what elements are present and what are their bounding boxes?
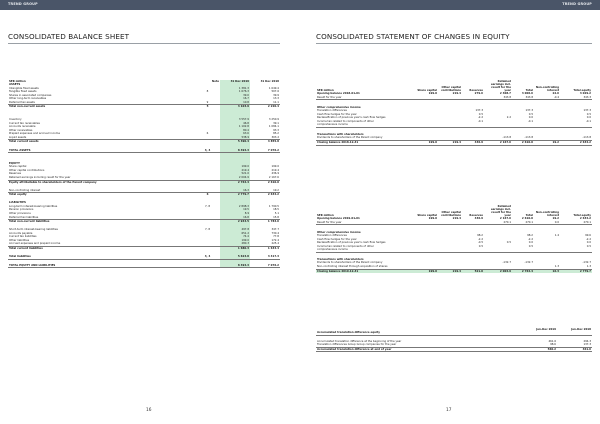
note-cell: 5 <box>206 105 209 109</box>
value-2018: 7 076.2 <box>250 149 280 153</box>
value-cell: 22.6 <box>552 92 559 96</box>
value-cell: 219.4 <box>452 217 461 221</box>
note-cell <box>195 264 220 268</box>
value-cell: 199.0 <box>428 217 437 221</box>
value-2018: 2 167.6 <box>250 176 280 180</box>
value-2018: 730.4 <box>271 231 279 235</box>
value-2018: 85.2 <box>273 132 279 136</box>
row-label: Other capital contributions <box>9 168 45 172</box>
row-label: Transactions with shareholders <box>317 132 364 136</box>
value-cell: 19.2 <box>534 141 560 146</box>
value-cell: 343.8 <box>484 96 512 100</box>
value-2019: 5 390.4 <box>220 140 250 144</box>
balance-sheet-table <box>8 80 280 268</box>
value-cell: 436.9 <box>462 141 484 146</box>
value-2019: 1 680.3 <box>220 246 250 250</box>
row-label: Short-term interest-bearing liabilities <box>9 228 58 232</box>
row-label: Inventory <box>9 118 22 122</box>
value-2018: 347.7 <box>271 228 279 232</box>
value-2018: 172.4 <box>271 238 279 242</box>
value-2019: 16.7 <box>220 97 250 101</box>
value-2019: 538.9 <box>220 136 250 140</box>
value-cell: 1.4 <box>554 234 559 238</box>
value-2019: 497.8 <box>220 228 250 232</box>
row-label: comprehensive income <box>316 248 410 252</box>
row-label: ASSETS <box>9 83 21 87</box>
row-label: Opening balance 2019-01-01 <box>317 217 360 221</box>
row-label: Translation differences <box>317 109 347 113</box>
column-header: Jan–Dec 2018 <box>571 328 591 331</box>
table-row <box>316 347 592 352</box>
row-label: Accumulated translation difference equity <box>316 331 522 335</box>
value-2019: 10.8 <box>220 101 250 105</box>
value-cell: 2 610.0 <box>512 141 534 146</box>
column-header: Reserves <box>469 214 483 218</box>
value-cell: 219.4 <box>438 269 462 273</box>
row-label: Translation differences Group Group companies for the year <box>316 343 522 347</box>
value-cell: -132.7 <box>502 261 511 265</box>
value-cell: 1.3 <box>560 265 592 269</box>
value-cell: 560.2 <box>522 347 557 352</box>
header-label: SEK million <box>317 89 334 93</box>
row-label: Non-controlling interest <box>8 189 195 193</box>
row-label: Share capital <box>9 165 27 169</box>
value-cell: 436.9 <box>474 217 483 221</box>
value-2018: 3 417.3 <box>250 255 280 259</box>
note-cell: 3, 4 <box>195 149 220 153</box>
row-label: Retained earnings including result for the year <box>8 176 195 180</box>
column-header: Total equity <box>573 214 591 218</box>
value-cell: 0.0 <box>534 221 560 225</box>
row-label: Pension provisions <box>9 208 34 212</box>
value-2018: 7 076.2 <box>250 264 280 268</box>
row-label: Translation differences <box>317 234 347 238</box>
row-label: Cash flow hedges for the year <box>317 112 357 116</box>
value-2019: 521.0 <box>220 172 250 176</box>
row-label: Current tax liabilities <box>9 235 37 239</box>
row-label: Opening balance 2018-01-01 <box>317 92 360 96</box>
row-label: Other comprehensive income <box>317 105 361 109</box>
row-label: Income tax related to components of other <box>317 119 374 123</box>
value-cell: -2.2 <box>477 237 483 241</box>
row-label: TOTAL EQUITY AND LIABILITIES <box>8 264 195 268</box>
row-label: Long-term interest-bearing liabilities <box>9 204 58 208</box>
top-banner <box>0 0 300 10</box>
note-cell: 6 <box>206 193 209 197</box>
header-label: SEK million <box>317 214 334 218</box>
value-2018: 39.9 <box>273 93 279 97</box>
value-2019: 46.8 <box>220 122 250 126</box>
column-header: Share capital <box>417 214 437 218</box>
value-2018: 1 084.1 <box>268 125 279 129</box>
value-cell: 461.6 <box>548 339 556 343</box>
value-cell: 98.6 <box>522 343 557 347</box>
value-cell: 0.0 <box>528 241 533 245</box>
value-cell: 270.1 <box>560 221 592 225</box>
value-cell: 3 006.6 <box>521 92 533 96</box>
value-cell: 137.3 <box>557 343 592 347</box>
column-header: Non-controlling interest <box>535 211 559 218</box>
value-2019: 2 779.7 <box>220 193 250 197</box>
row-label: Total non-current assets <box>9 105 46 109</box>
value-cell: 279.6 <box>474 92 483 96</box>
value-cell: 0.5 <box>506 241 511 245</box>
value-2019: 2 898.3 <box>220 205 250 209</box>
value-cell: 199.0 <box>410 141 438 146</box>
row-label: Accounts receivable <box>9 125 36 129</box>
value-cell: 0.0 <box>528 116 533 120</box>
balance-sheet-title: CONSOLIDATED BALANCE SHEET <box>8 32 130 41</box>
value-cell: 199.0 <box>410 269 438 273</box>
value-2019: 1 381.3 <box>220 87 250 91</box>
row-label: SEK million <box>9 80 26 83</box>
value-cell: 0.0 <box>586 241 591 245</box>
value-2018: 2 610.0 <box>267 180 279 184</box>
value-cell: -113.8 <box>512 136 534 140</box>
row-label: Total current liabilities <box>9 246 43 250</box>
row-label: Liquid assets <box>8 136 195 140</box>
value-cell: 16.3 <box>534 269 560 273</box>
value-cell: 2 167.6 <box>484 141 512 146</box>
row-label: Income tax related to components of other <box>317 244 374 248</box>
row-label: Transactions with shareholders <box>317 257 364 261</box>
column-header: Share capital <box>417 89 437 93</box>
value-2019: 63.6 <box>220 132 250 136</box>
column-header: Retained earnings incl. result for the year <box>490 80 511 93</box>
value-2019: 74.4 <box>220 235 250 239</box>
value-2019: 8 494.3 <box>220 264 250 268</box>
value-2019: 651.2 <box>220 232 250 236</box>
value-cell: -0.1 <box>477 119 483 123</box>
note-cell: 6 <box>206 132 209 136</box>
value-2018: 18.5 <box>273 208 279 212</box>
value-cell: 521.0 <box>462 269 484 273</box>
row-label: Total non-current liabilities <box>9 220 50 224</box>
value-2019: 19.5 <box>220 208 250 212</box>
value-cell: 2 167.6 <box>499 217 511 221</box>
value-cell: 199.0 <box>428 92 437 96</box>
value-cell: 137.3 <box>525 109 533 113</box>
value-2018: 93.3 <box>273 128 279 132</box>
note-cell: 3, 4 <box>195 255 220 259</box>
changes-in-equity-title: CONSOLIDATED STATEMENT OF CHANGES IN EQUITY <box>316 32 510 41</box>
row-label: comprehensive income <box>316 123 410 127</box>
value-cell: 137.3 <box>475 109 483 113</box>
value-2018: 13.3 <box>273 97 279 101</box>
column-header: Other capital contributions <box>441 211 461 218</box>
banner-label: TREND GROUP <box>562 2 592 6</box>
value-cell: -0.4 <box>534 96 560 100</box>
note-cell: Note <box>211 80 219 83</box>
value-2018: 303.2 <box>250 136 280 140</box>
value-2018: 5.1 <box>274 211 279 215</box>
value-cell: -113.8 <box>560 136 592 140</box>
row-label: Prepaid expenses and accrued income <box>9 132 60 136</box>
equity-table-2018 <box>316 80 592 146</box>
table-row <box>316 269 592 273</box>
row-label: Non-controlling interest through acquisition of shares <box>316 265 410 269</box>
value-2018: 2 220.4 <box>267 105 279 109</box>
row-label: Other provisions <box>9 211 31 215</box>
value-2018: 219.4 <box>271 168 279 172</box>
value-2018: 31 Dec 2018 <box>260 80 279 83</box>
row-label: Other liabilities <box>9 238 30 242</box>
value-cell: 2 764.4 <box>512 269 534 273</box>
top-banner <box>300 0 600 10</box>
row-label: Reclassification of previous year's cash flow hedges <box>317 241 386 245</box>
value-cell: 343.3 <box>560 96 592 100</box>
value-2019: 199.0 <box>220 165 250 169</box>
value-cell: 270.1 <box>484 221 512 225</box>
row-label: Intangible fixed assets <box>9 86 39 90</box>
row-label: Reclassification of previous year's cash flow hedges <box>317 116 386 120</box>
value-2018: 39.1 <box>273 121 279 125</box>
row-label: Result for the year <box>316 221 410 225</box>
table-header-row <box>316 205 592 217</box>
table-header-row <box>316 80 592 92</box>
value-2019: 1 102.8 <box>220 125 250 129</box>
value-cell: 343.8 <box>512 96 534 100</box>
value-2018: 1 649.4 <box>268 86 279 90</box>
note-cell: 9 <box>195 101 220 105</box>
title-rule <box>8 43 280 44</box>
row-label: Deferred tax assets <box>8 101 195 105</box>
row-label: Accumulated translation difference at end of year <box>316 347 522 352</box>
value-cell: 461.6 <box>557 347 592 352</box>
value-cell: 2.2 <box>506 116 511 120</box>
value-2018: 225.4 <box>250 242 280 246</box>
row-label: Other long-term receivables <box>9 97 47 101</box>
row-label: Current tax receivables <box>9 121 40 125</box>
value-2019: 280.3 <box>220 242 250 246</box>
table-row <box>8 264 280 268</box>
value-2019: 2 004.9 <box>220 176 250 180</box>
value-cell: -132.7 <box>582 261 591 265</box>
column-header: Jan–Dec 2019 <box>536 328 556 331</box>
column-header: Total <box>525 89 533 93</box>
value-cell: 0.5 <box>528 112 533 116</box>
row-label: Accumulated translation difference at the beginning of the year <box>317 339 402 343</box>
value-cell: 2 634.2 <box>579 217 591 221</box>
value-2018: 2 634.2 <box>267 193 279 197</box>
value-2019: 3 557.9 <box>220 118 250 122</box>
column-header: Total <box>525 214 533 218</box>
row-label: Deferred tax liabilities <box>8 216 195 220</box>
right-page <box>300 0 600 424</box>
value-cell: -132.7 <box>524 261 533 265</box>
value-cell: 0.5 <box>586 244 591 248</box>
note-cell: 7, 8 <box>204 228 211 232</box>
row-label: Dividends to shareholders of the Parent company <box>317 261 383 265</box>
row-label: Other comprehensive income <box>317 230 361 234</box>
value-cell: 2 610.0 <box>521 217 533 221</box>
value-2019: 8 494.3 <box>220 149 250 153</box>
value-cell: 0.5 <box>478 244 483 248</box>
page-number: 16 <box>146 408 152 413</box>
row-label: Equity attributable to shareholders of the Parent company <box>9 180 97 184</box>
value-2019: 16.8 <box>220 216 250 220</box>
column-header: Other capital contributions <box>441 86 461 93</box>
value-2018: 19.2 <box>250 189 280 193</box>
row-label: Reserves <box>9 172 21 176</box>
column-header: Non-controlling interest <box>535 86 559 93</box>
value-cell: 98.2 <box>477 234 483 238</box>
row-label: LIABILITIES <box>9 201 26 205</box>
value-2018: 507.6 <box>271 90 279 94</box>
row-label: TOTAL ASSETS <box>8 149 195 153</box>
value-2018: 15.8 <box>250 216 280 220</box>
table-row <box>316 141 592 146</box>
row-label: Tangible fixed assets <box>9 90 37 94</box>
row-label: Closing balance 2019-12-31 <box>316 269 410 273</box>
column-header: Retained earnings incl. result for the year <box>490 205 511 218</box>
value-cell: 219.4 <box>438 141 462 146</box>
column-header: Reserves <box>469 89 483 93</box>
value-cell: 0.5 <box>528 244 533 248</box>
value-2019: 8.9 <box>220 212 250 216</box>
row-label: EQUITY <box>9 161 20 165</box>
value-2018: 3 250.9 <box>268 118 279 122</box>
value-2019: 199.0 <box>220 239 250 243</box>
value-2019: 2 764.4 <box>220 180 250 184</box>
value-cell: 98.2 <box>527 234 533 238</box>
row-label: Result for the year <box>316 96 410 100</box>
row-label: Closing balance 2018-12-31 <box>316 141 410 146</box>
value-cell: 19.2 <box>552 217 559 221</box>
value-2018: 77.8 <box>273 235 279 239</box>
banner-label: TREND GROUP <box>8 2 38 6</box>
row-label: Shares in associated companies <box>9 93 52 97</box>
value-cell: 294.3 <box>583 339 591 343</box>
value-cell: 0.0 <box>586 116 591 120</box>
value-2019: 16.3 <box>220 189 250 193</box>
row-label: Total liabilities <box>8 255 195 259</box>
note-cell: 8 <box>206 90 209 94</box>
value-2018: 1 783.6 <box>267 220 279 224</box>
row-label: Total equity <box>9 193 27 197</box>
title-rule <box>316 43 592 44</box>
value-cell: -0.1 <box>585 119 591 123</box>
value-2018: 4 855.8 <box>267 140 279 144</box>
value-2018: 11.1 <box>250 101 280 105</box>
value-cell: 2 004.9 <box>484 269 512 273</box>
value-cell: 0.5 <box>478 112 483 116</box>
value-cell: 219.4 <box>452 92 461 96</box>
value-2019: 39.0 <box>220 94 250 98</box>
value-2019: 1 676.3 <box>220 90 250 94</box>
value-cell: -113.8 <box>484 136 512 140</box>
equity-table-2019 <box>316 205 592 273</box>
value-cell: 137.3 <box>583 109 591 113</box>
value-cell: -2.2 <box>585 237 591 241</box>
value-cell: -0.5 <box>477 241 483 245</box>
value-2019: 2 943.5 <box>220 220 250 224</box>
row-label: Other receivables <box>9 128 33 132</box>
value-2019: 3 103.9 <box>220 105 250 109</box>
value-2019: 31 Dec 2019 <box>220 80 250 83</box>
value-2019: 80.4 <box>220 129 250 133</box>
row-label: Accrued expenses and prepaid income <box>8 242 195 246</box>
value-cell: 2 779.7 <box>560 269 592 273</box>
row-label: Total current assets <box>9 140 39 144</box>
column-header: Total equity <box>573 89 591 93</box>
value-2018: 199.0 <box>271 165 279 169</box>
value-cell: 99.6 <box>585 234 591 238</box>
value-cell: -0.1 <box>527 119 533 123</box>
value-2018: 1 790.5 <box>268 204 279 208</box>
value-2018: 436.9 <box>271 172 279 176</box>
value-cell: 3 029.2 <box>579 92 591 96</box>
value-cell: 2 308.7 <box>499 92 511 96</box>
value-2019: 5 623.8 <box>220 255 250 259</box>
value-cell: 1.3 <box>534 265 560 269</box>
row-label: Cash flow hedges for the year <box>317 237 357 241</box>
value-cell: 0.5 <box>586 112 591 116</box>
value-cell: 270.1 <box>512 221 534 225</box>
value-2019: 219.4 <box>220 169 250 173</box>
row-label: Dividends to shareholders of the Parent company <box>316 136 410 140</box>
page-number: 17 <box>446 408 452 413</box>
value-cell: 2 634.2 <box>560 141 592 146</box>
note-cell: 7, 8 <box>204 204 211 208</box>
value-2018: 1 633.4 <box>267 246 279 250</box>
translation-difference-table <box>316 328 592 352</box>
value-cell: -2.2 <box>527 237 533 241</box>
value-cell: -2.2 <box>477 116 483 120</box>
row-label: Accounts payable <box>9 231 33 235</box>
